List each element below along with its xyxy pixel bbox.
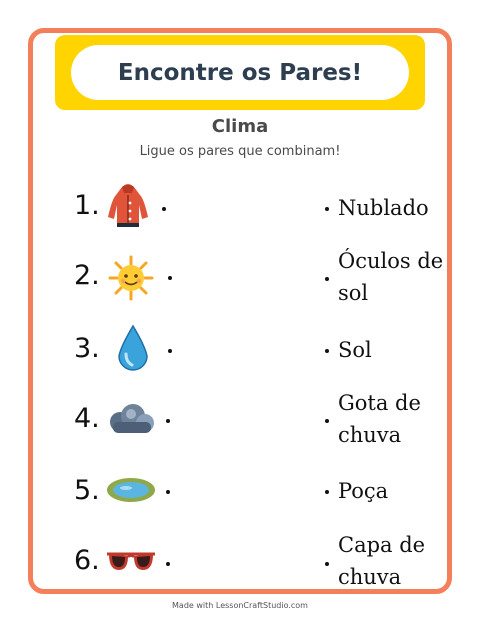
cloud-icon xyxy=(105,402,157,438)
left-match-dot[interactable] xyxy=(166,490,170,494)
sunglasses-icon xyxy=(105,550,157,574)
match-word: Capa de chuva xyxy=(338,533,426,589)
right-match-dot[interactable] xyxy=(325,207,329,211)
page-title: Encontre os Pares! xyxy=(117,59,363,86)
item-number: 6. xyxy=(74,545,100,576)
footer-credit: Made with LessonCraftStudio.com xyxy=(172,601,308,610)
match-word: Poça xyxy=(338,479,389,503)
item-number: 2. xyxy=(74,260,100,291)
puddle-icon xyxy=(106,477,156,503)
item-number: 1. xyxy=(74,190,100,221)
match-word: Óculos de sol xyxy=(338,249,444,305)
raincoat-icon xyxy=(104,181,152,231)
title-pill xyxy=(71,45,409,100)
instruction: Ligue os pares que combinam! xyxy=(139,144,341,159)
water-drop-icon xyxy=(115,324,151,374)
right-match-dot[interactable] xyxy=(325,349,329,353)
left-match-dot[interactable] xyxy=(168,276,172,280)
title-banner xyxy=(55,35,425,110)
right-match-dot[interactable] xyxy=(325,419,329,423)
item-number: 3. xyxy=(74,333,100,364)
worksheet-frame xyxy=(28,28,452,594)
left-match-dot[interactable] xyxy=(162,207,166,211)
left-match-dot[interactable] xyxy=(168,349,172,353)
right-match-dot[interactable] xyxy=(325,277,329,281)
sun-icon xyxy=(108,255,154,301)
right-match-dot[interactable] xyxy=(325,490,329,494)
match-word: Gota de chuva xyxy=(338,391,421,447)
item-number: 5. xyxy=(74,475,100,506)
item-number: 4. xyxy=(74,403,100,434)
match-word: Sol xyxy=(338,338,372,362)
match-word: Nublado xyxy=(338,196,429,220)
left-match-dot[interactable] xyxy=(166,562,170,566)
left-match-dot[interactable] xyxy=(166,419,170,423)
right-match-dot[interactable] xyxy=(325,562,329,566)
subtitle: Clima xyxy=(211,116,269,137)
